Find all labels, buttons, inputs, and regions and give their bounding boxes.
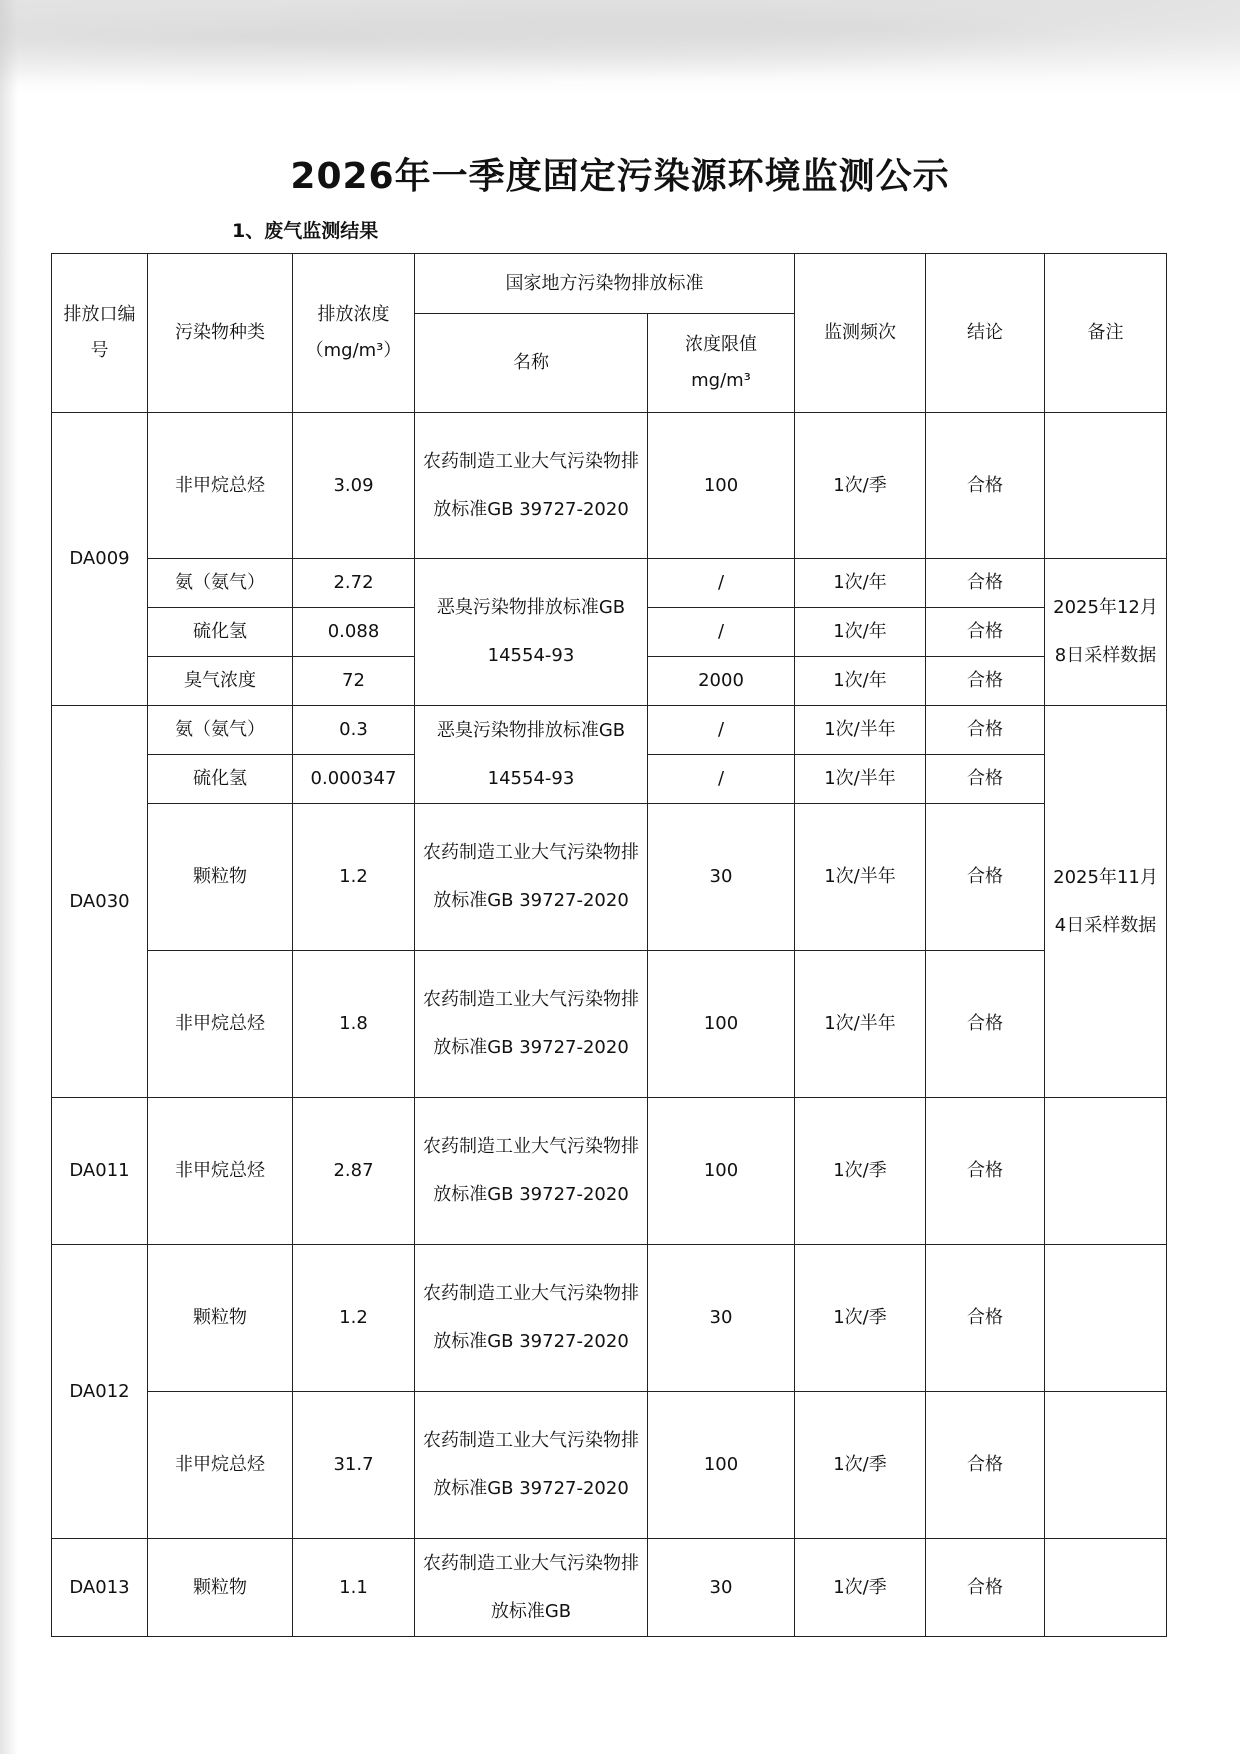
frequency: 1次/半年: [795, 755, 926, 804]
header-outlet: 排放口编号: [52, 254, 148, 413]
table-row: [52, 1539, 1167, 1637]
remark: 2025年12月8日采样数据: [1045, 559, 1167, 706]
limit: /: [648, 755, 795, 804]
remark: 2025年11月4日采样数据: [1045, 706, 1167, 1098]
table-row: [52, 804, 1167, 951]
limit: 30: [648, 1539, 795, 1637]
scan-edge: [0, 0, 18, 1754]
pollutant: 非甲烷总烃: [148, 951, 293, 1098]
table-row: [52, 1245, 1167, 1392]
concentration: 1.1: [293, 1539, 415, 1637]
header-standard: 国家地方污染物排放标准: [415, 254, 795, 314]
scan-shadow: [0, 0, 1240, 95]
limit: 100: [648, 1098, 795, 1245]
concentration: 1.8: [293, 951, 415, 1098]
pollutant: 非甲烷总烃: [148, 1098, 293, 1245]
frequency: 1次/年: [795, 559, 926, 608]
remark: [1045, 1539, 1167, 1637]
frequency: 1次/半年: [795, 951, 926, 1098]
concentration: 0.000347: [293, 755, 415, 804]
standard-name: 农药制造工业大气污染物排放标准GB: [415, 1539, 648, 1637]
concentration: 2.72: [293, 559, 415, 608]
concentration: 1.2: [293, 1245, 415, 1392]
outlet-id: DA030: [52, 706, 148, 1098]
pollutant: 颗粒物: [148, 1245, 293, 1392]
concentration: 0.088: [293, 608, 415, 657]
conclusion: 合格: [926, 951, 1045, 1098]
standard-name: 农药制造工业大气污染物排放标准GB 39727-2020: [415, 413, 648, 559]
outlet-id: DA011: [52, 1098, 148, 1245]
standard-name: 农药制造工业大气污染物排放标准GB 39727-2020: [415, 1245, 648, 1392]
frequency: 1次/季: [795, 1392, 926, 1539]
header-concentration-label: 排放浓度: [317, 304, 390, 325]
limit: 100: [648, 951, 795, 1098]
concentration: 1.2: [293, 804, 415, 951]
conclusion: 合格: [926, 559, 1045, 608]
pollutant: 非甲烷总烃: [148, 413, 293, 559]
header-standard-name: 名称: [415, 314, 648, 413]
remark: [1045, 1392, 1167, 1539]
pollutant: 硫化氢: [148, 608, 293, 657]
standard-name: 农药制造工业大气污染物排放标准GB 39727-2020: [415, 1098, 648, 1245]
limit: 30: [648, 1245, 795, 1392]
header-pollutant: 污染物种类: [148, 254, 293, 413]
limit: 100: [648, 1392, 795, 1539]
concentration: 31.7: [293, 1392, 415, 1539]
pollutant: 颗粒物: [148, 804, 293, 951]
frequency: 1次/半年: [795, 706, 926, 755]
limit: /: [648, 706, 795, 755]
conclusion: 合格: [926, 413, 1045, 559]
concentration: 3.09: [293, 413, 415, 559]
table-row: [52, 951, 1167, 1098]
conclusion: 合格: [926, 657, 1045, 706]
section-heading: 1、废气监测结果: [232, 220, 379, 242]
conclusion: 合格: [926, 608, 1045, 657]
concentration: 72: [293, 657, 415, 706]
table-row: [52, 413, 1167, 559]
standard-name: 恶臭污染物排放标准GB 14554-93: [415, 559, 648, 706]
limit: /: [648, 608, 795, 657]
header-frequency: 监测频次: [795, 254, 926, 413]
standard-name: 农药制造工业大气污染物排放标准GB 39727-2020: [415, 951, 648, 1098]
remark: [1045, 1098, 1167, 1245]
pollutant: 非甲烷总烃: [148, 1392, 293, 1539]
table-row: [52, 1098, 1167, 1245]
header-limit: [648, 314, 795, 413]
header-remarks: 备注: [1045, 254, 1167, 413]
outlet-id: DA012: [52, 1245, 148, 1539]
pollutant: 氨（氨气）: [148, 559, 293, 608]
limit: /: [648, 559, 795, 608]
header-concentration-unit: （mg/m³）: [305, 340, 402, 361]
remark: [1045, 1245, 1167, 1392]
conclusion: 合格: [926, 1392, 1045, 1539]
table-row: [52, 706, 1167, 755]
frequency: 1次/季: [795, 1539, 926, 1637]
frequency: 1次/季: [795, 1098, 926, 1245]
concentration: 0.3: [293, 706, 415, 755]
conclusion: 合格: [926, 706, 1045, 755]
limit: 2000: [648, 657, 795, 706]
conclusion: 合格: [926, 804, 1045, 951]
frequency: 1次/半年: [795, 804, 926, 951]
header-limit-unit: mg/m³: [691, 370, 751, 391]
conclusion: 合格: [926, 755, 1045, 804]
outlet-id: DA013: [52, 1539, 148, 1637]
outlet-id: DA009: [52, 413, 148, 706]
pollutant: 颗粒物: [148, 1539, 293, 1637]
conclusion: 合格: [926, 1539, 1045, 1637]
frequency: 1次/年: [795, 608, 926, 657]
standard-name: 恶臭污染物排放标准GB 14554-93: [415, 706, 648, 804]
remark: [1045, 413, 1167, 559]
limit: 100: [648, 413, 795, 559]
standard-name: 农药制造工业大气污染物排放标准GB 39727-2020: [415, 804, 648, 951]
conclusion: 合格: [926, 1098, 1045, 1245]
pollutant: 臭气浓度: [148, 657, 293, 706]
frequency: 1次/季: [795, 1245, 926, 1392]
header-concentration: [293, 254, 415, 413]
header-conclusion: 结论: [926, 254, 1045, 413]
table-row: [52, 1392, 1167, 1539]
concentration: 2.87: [293, 1098, 415, 1245]
pollutant: 氨（氨气）: [148, 706, 293, 755]
header-limit-label: 浓度限值: [685, 334, 757, 355]
conclusion: 合格: [926, 1245, 1045, 1392]
waste-gas-results-table: [51, 253, 1167, 1637]
standard-name: 农药制造工业大气污染物排放标准GB 39727-2020: [415, 1392, 648, 1539]
frequency: 1次/年: [795, 657, 926, 706]
page-title: 2026年一季度固定污染源环境监测公示: [290, 156, 950, 197]
limit: 30: [648, 804, 795, 951]
frequency: 1次/季: [795, 413, 926, 559]
pollutant: 硫化氢: [148, 755, 293, 804]
table-row: [52, 559, 1167, 608]
